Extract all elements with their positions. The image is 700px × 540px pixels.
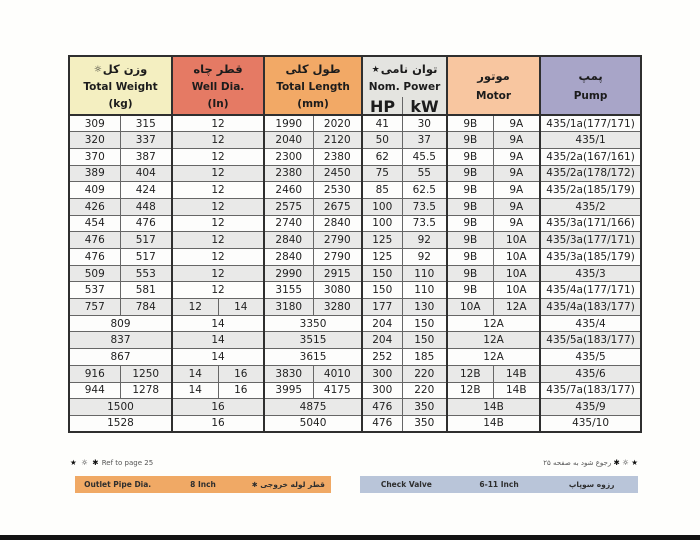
table-cell: 517 (120, 249, 172, 266)
table-cell: 1250 (120, 365, 172, 382)
table-cell: 3155 (264, 282, 313, 299)
outlet-pipe-label-en: Outlet Pipe Dia. (84, 480, 152, 489)
table-cell: 300 (362, 382, 402, 399)
table-cell: 14 (218, 299, 264, 316)
outlet-pipe-label-fa: قطر لوله خروجی ✱ (251, 480, 325, 489)
table-cell: 10A (493, 265, 540, 282)
table-cell: 3180 (264, 299, 313, 316)
table-cell: 337 (120, 132, 172, 149)
table-row (69, 165, 641, 182)
star-footnote-icon: ★ (371, 65, 380, 75)
table-cell: 12A (447, 349, 540, 366)
table-cell: 12 (172, 265, 264, 282)
table-cell: 9B (447, 198, 493, 215)
table-cell: 3615 (264, 349, 362, 366)
table-cell: 16 (172, 415, 264, 432)
table-cell: 581 (120, 282, 172, 299)
table-cell: 45.5 (402, 148, 447, 165)
table-cell: 350 (402, 415, 447, 432)
table-cell: 14 (172, 332, 264, 349)
table-row (69, 148, 641, 165)
table-row (69, 215, 641, 232)
table-row (69, 115, 641, 132)
header-nom-power: ★توان نامی Nom. Power HP kW (362, 56, 447, 115)
table-cell: 14B (447, 415, 540, 432)
table-cell: 944 (69, 382, 120, 399)
table-cell: 16 (172, 399, 264, 416)
table-cell: 12 (172, 182, 264, 199)
table-cell: 370 (69, 148, 120, 165)
table-cell: 12B (447, 382, 493, 399)
table-cell: 2790 (313, 249, 362, 266)
table-cell: 110 (402, 282, 447, 299)
table-cell: 10A (447, 299, 493, 316)
table-cell: 476 (69, 249, 120, 266)
table-cell: 150 (362, 282, 402, 299)
asterisk-footnote-icon: ✱ (251, 481, 258, 489)
table-cell: 150 (402, 332, 447, 349)
pump-spec-table-wrap (68, 55, 640, 433)
table-cell: 2460 (264, 182, 313, 199)
table-cell: 220 (402, 382, 447, 399)
table-cell: 41 (362, 115, 402, 132)
footnote-left (70, 458, 153, 467)
header-motor: موتور Motor (447, 56, 540, 115)
table-cell: 435/6 (540, 365, 641, 382)
table-cell: 553 (120, 265, 172, 282)
table-cell: 387 (120, 148, 172, 165)
table-cell: 12 (172, 148, 264, 165)
table-cell: 85 (362, 182, 402, 199)
table-cell: 252 (362, 349, 402, 366)
table-cell: 62.5 (402, 182, 447, 199)
table-cell: 454 (69, 215, 120, 232)
table-cell: 916 (69, 365, 120, 382)
table-cell: 150 (362, 265, 402, 282)
outlet-pipe-bar (75, 476, 331, 493)
header-hp: HP (369, 97, 396, 115)
table-cell: 309 (69, 115, 120, 132)
table-cell: 12B (447, 365, 493, 382)
table-cell: 3280 (313, 299, 362, 316)
header-power-fa: ★توان نامی (371, 62, 438, 76)
table-cell: 92 (402, 249, 447, 266)
table-cell: 10A (493, 232, 540, 249)
check-valve-label-en: Check Valve (380, 480, 432, 489)
table-cell: 92 (402, 232, 447, 249)
table-cell: 62 (362, 148, 402, 165)
table-row (69, 265, 641, 282)
table-cell: 409 (69, 182, 120, 199)
table-cell: 2450 (313, 165, 362, 182)
table-cell: 75 (362, 165, 402, 182)
table-cell: 2380 (313, 148, 362, 165)
table-cell: 9B (447, 265, 493, 282)
check-valve-value: 6-11 Inch (479, 480, 519, 489)
table-header (69, 56, 641, 115)
table-cell: 837 (69, 332, 172, 349)
table-row (69, 232, 641, 249)
table-cell: 435/4 (540, 315, 641, 332)
table-cell: 4175 (313, 382, 362, 399)
table-cell: 435/7a(183/177) (540, 382, 641, 399)
table-cell: 435/3 (540, 265, 641, 282)
footnote-symbols-icon: ★ ☼ ✱ (613, 458, 638, 467)
table-cell: 16 (218, 365, 264, 382)
table-cell: 9B (447, 115, 493, 132)
table-cell: 220 (402, 365, 447, 382)
table-row (69, 315, 641, 332)
header-weight-fa: ☼وزن کل (93, 62, 148, 76)
table-cell: 537 (69, 282, 120, 299)
table-cell: 100 (362, 198, 402, 215)
table-cell: 2915 (313, 265, 362, 282)
table-cell: 426 (69, 198, 120, 215)
table-cell: 12 (172, 198, 264, 215)
table-cell: 204 (362, 332, 402, 349)
table-cell: 2840 (313, 215, 362, 232)
table-cell: 12A (447, 332, 540, 349)
table-row (69, 299, 641, 316)
table-cell: 809 (69, 315, 172, 332)
header-total-weight: ☼وزن کل Total Weight (kg) (69, 56, 172, 115)
header-well-dia: قطر چاه Well Dia. (In) (172, 56, 264, 115)
table-cell: 37 (402, 132, 447, 149)
table-cell: 300 (362, 365, 402, 382)
table-cell: 4875 (264, 399, 362, 416)
table-cell: 435/4a(177/171) (540, 282, 641, 299)
table-cell: 435/3a(185/179) (540, 249, 641, 266)
table-cell: 784 (120, 299, 172, 316)
table-cell: 2040 (264, 132, 313, 149)
table-cell: 2300 (264, 148, 313, 165)
table-cell: 2380 (264, 165, 313, 182)
table-cell: 2990 (264, 265, 313, 282)
table-cell: 100 (362, 215, 402, 232)
table-row (69, 332, 641, 349)
table-cell: 73.5 (402, 198, 447, 215)
table-cell: 14 (172, 382, 218, 399)
table-cell: 9B (447, 165, 493, 182)
spec-table-body (69, 115, 641, 432)
table-cell: 867 (69, 349, 172, 366)
table-row (69, 249, 641, 266)
table-cell: 4010 (313, 365, 362, 382)
table-cell: 9A (493, 215, 540, 232)
table-cell: 435/2a(185/179) (540, 182, 641, 199)
sun-footnote-icon: ☼ (93, 65, 102, 75)
table-cell: 14 (172, 349, 264, 366)
table-cell: 14B (493, 365, 540, 382)
table-row (69, 415, 641, 432)
check-valve-label-fa: رزوه سوپاپ (568, 480, 615, 489)
table-cell: 315 (120, 115, 172, 132)
table-cell: 320 (69, 132, 120, 149)
table-row (69, 132, 641, 149)
table-row (69, 382, 641, 399)
table-cell: 12 (172, 165, 264, 182)
table-cell: 12 (172, 132, 264, 149)
table-row (69, 282, 641, 299)
table-cell: 435/1a(177/171) (540, 115, 641, 132)
table-cell: 435/1 (540, 132, 641, 149)
table-cell: 9B (447, 182, 493, 199)
table-cell: 389 (69, 165, 120, 182)
table-cell: 509 (69, 265, 120, 282)
table-cell: 1990 (264, 115, 313, 132)
table-cell: 204 (362, 315, 402, 332)
footnote-right-text: رجوع شود به صفحه ۲۵ (543, 459, 612, 467)
table-cell: 424 (120, 182, 172, 199)
table-cell: 435/5a(183/177) (540, 332, 641, 349)
table-cell: 12 (172, 282, 264, 299)
page-bottom-border (0, 535, 700, 540)
table-cell: 9B (447, 282, 493, 299)
table-cell: 517 (120, 232, 172, 249)
table-cell: 3080 (313, 282, 362, 299)
table-cell: 9A (493, 132, 540, 149)
table-cell: 9B (447, 148, 493, 165)
table-cell: 12 (172, 215, 264, 232)
table-cell: 9B (447, 249, 493, 266)
table-cell: 3350 (264, 315, 362, 332)
table-cell: 9A (493, 182, 540, 199)
table-cell: 435/9 (540, 399, 641, 416)
table-cell: 130 (402, 299, 447, 316)
table-cell: 12 (172, 249, 264, 266)
table-cell: 435/2a(167/161) (540, 148, 641, 165)
table-cell: 476 (362, 415, 402, 432)
table-cell: 435/2 (540, 198, 641, 215)
table-cell: 2020 (313, 115, 362, 132)
table-cell: 12A (493, 299, 540, 316)
table-cell: 2790 (313, 232, 362, 249)
table-cell: 404 (120, 165, 172, 182)
table-cell: 2840 (264, 232, 313, 249)
table-row (69, 399, 641, 416)
table-cell: 185 (402, 349, 447, 366)
table-cell: 9A (493, 165, 540, 182)
table-cell: 12 (172, 115, 264, 132)
header-total-length: طول کلی Total Length (mm) (264, 56, 362, 115)
table-cell: 435/3a(177/171) (540, 232, 641, 249)
table-cell: 476 (69, 232, 120, 249)
table-cell: 150 (402, 315, 447, 332)
table-cell: 10A (493, 282, 540, 299)
table-cell: 757 (69, 299, 120, 316)
table-row (69, 349, 641, 366)
table-cell: 30 (402, 115, 447, 132)
table-cell: 435/5 (540, 349, 641, 366)
table-cell: 2575 (264, 198, 313, 215)
footnote-right (543, 458, 638, 467)
table-cell: 16 (218, 382, 264, 399)
table-cell: 435/10 (540, 415, 641, 432)
table-cell: 3995 (264, 382, 313, 399)
table-cell: 50 (362, 132, 402, 149)
table-cell: 9A (493, 148, 540, 165)
table-cell: 476 (362, 399, 402, 416)
table-cell: 3515 (264, 332, 362, 349)
footnote-left-text: Ref to page 25 (101, 459, 154, 467)
table-cell: 14B (447, 399, 540, 416)
header-pump: پمپ Pump (540, 56, 641, 115)
table-cell: 9A (493, 198, 540, 215)
check-valve-bar (360, 476, 638, 493)
table-row (69, 365, 641, 382)
table-cell: 435/3a(171/166) (540, 215, 641, 232)
table-cell: 14 (172, 315, 264, 332)
table-cell: 12 (172, 232, 264, 249)
table-cell: 2120 (313, 132, 362, 149)
table-cell: 3830 (264, 365, 313, 382)
table-cell: 12A (447, 315, 540, 332)
footnote-symbols-icon: ★ ☼ ✱ (70, 458, 100, 467)
table-row (69, 198, 641, 215)
pump-spec-table (68, 55, 642, 433)
table-cell: 9A (493, 115, 540, 132)
table-cell: 448 (120, 198, 172, 215)
table-cell: 10A (493, 249, 540, 266)
table-cell: 435/2a(178/172) (540, 165, 641, 182)
table-cell: 9B (447, 232, 493, 249)
table-cell: 73.5 (402, 215, 447, 232)
table-cell: 125 (362, 232, 402, 249)
table-cell: 125 (362, 249, 402, 266)
table-cell: 2675 (313, 198, 362, 215)
table-cell: 177 (362, 299, 402, 316)
table-cell: 14B (493, 382, 540, 399)
table-cell: 110 (402, 265, 447, 282)
table-cell: 14 (172, 365, 218, 382)
table-cell: 55 (402, 165, 447, 182)
table-cell: 476 (120, 215, 172, 232)
table-cell: 350 (402, 399, 447, 416)
table-cell: 12 (172, 299, 218, 316)
table-cell: 9B (447, 132, 493, 149)
outlet-pipe-value: 8 Inch (190, 480, 216, 489)
table-cell: 1278 (120, 382, 172, 399)
table-cell: 2740 (264, 215, 313, 232)
table-cell: 5040 (264, 415, 362, 432)
table-cell: 435/4a(183/177) (540, 299, 641, 316)
table-cell: 1500 (69, 399, 172, 416)
table-cell: 1528 (69, 415, 172, 432)
header-kw: kW (402, 97, 446, 115)
table-cell: 2840 (264, 249, 313, 266)
table-row (69, 182, 641, 199)
table-cell: 2530 (313, 182, 362, 199)
table-cell: 9B (447, 215, 493, 232)
